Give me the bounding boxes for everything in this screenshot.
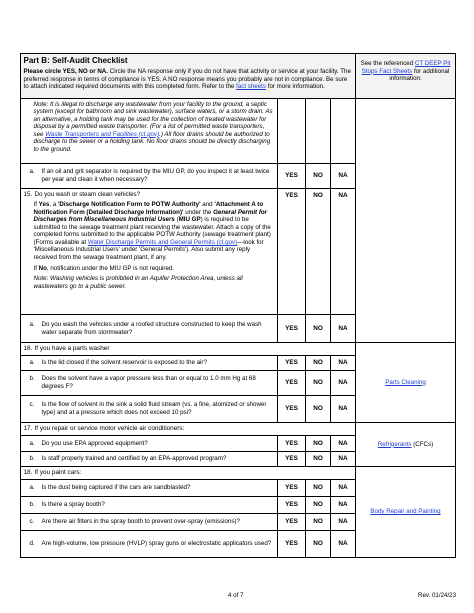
no-option[interactable]: NO	[306, 164, 331, 189]
question-row-18c: c. Are there air filters in the spray booth to prevent over-spray (emissions)? YES NO NA	[21, 514, 456, 531]
na-option[interactable]: NA	[331, 396, 356, 423]
yes-option[interactable]: YES	[278, 480, 306, 497]
yes-option[interactable]: YES	[278, 436, 306, 452]
instructions: Please circle YES, NO or NA. Circle the NA response only if you do not have that activity or service at your facility. The preferred response in terms of compliance is YES. A NO response means you probably are not in compliance. Be sure to attach indicated required documents with this completed form. Refer to the fact sheets for more information.	[23, 68, 351, 91]
no-option[interactable]: NO	[306, 531, 331, 558]
note-row	[21, 99, 456, 164]
question-row-16c: c. Is the flow of solvent in the sink a solid fluid stream (vs. a fine, atomized or shower type) and at a pressure which does not exceed 10 psi? YES NO NA	[21, 396, 456, 423]
no-option[interactable]: NO	[306, 315, 331, 343]
page-number: 4 of 7	[228, 592, 244, 599]
no-option[interactable]: NO	[306, 436, 331, 452]
yes-option[interactable]: YES	[278, 497, 306, 514]
reference-cell-body-repair	[356, 467, 456, 558]
q15-notification-text: If Yes, a 'Discharge Notification Form to POTW Authority' and 'Attachment A to Notification Form (Detailed Discharge Information)' under the General Permit for Discharges from Miscellaneous Industrial Users (MIU GP) is required to be submitted to the sewage treatment plant receiving the wastewater. Attach a copy of the completed forms submitted to the applicable POTW Authority (sewage treatment plant) (Forms available at Water Discharge Permits and General Permits (ct.gov)—look for 'Miscellaneous Industrial Users' under 'General Permits'). Also submit any reply received from the sewage treatment plant, if any.	[33, 201, 271, 261]
refrigerants-link[interactable]: Refrigerants	[377, 440, 412, 448]
question-row-15: 15. Do you wash or steam clean vehicles? If Yes, a 'Discharge Notification Form to POTW Authority' and 'Attachment A to Notification Form (Detailed Discharge Information)' under the General Permit for Discharges from Miscellaneous Industrial Users (MIU GP) is required to be submitted to the sewage treatment plant receiving the wastewater. Attach a copy of the completed forms submitted to the applicable POTW Authority (sewage treatment plant) (Forms available at Water Discharge Permits and General Permits (ct.gov)—look for 'Miscellaneous Industrial Users' under 'General Permits'). Also submit any reply received from the sewage treatment plant, if any. If No, notification under the MIU GP is not required. Note: Washing vehicles is prohibited in an Aquifer Protection Area, unless all wastewaters go to a public sewer. YES NO NA	[21, 189, 456, 315]
na-option[interactable]: NA	[331, 480, 356, 497]
fact-sheets-link[interactable]: fact sheets	[236, 83, 266, 91]
no-option[interactable]: NO	[306, 480, 331, 497]
question-row-18d: d. Are high-volume, low pressure (HVLP) spray guns or electrostatic applicators used? YES NO NA	[21, 531, 456, 558]
no-option[interactable]: NO	[306, 356, 331, 371]
yes-option[interactable]: YES	[278, 371, 306, 396]
header-cell	[21, 54, 356, 99]
na-option[interactable]: NA	[331, 436, 356, 452]
no-option[interactable]: NO	[306, 371, 331, 396]
water-discharge-permits-link[interactable]: Water Discharge Permits and General Permits (ct.gov)	[87, 238, 238, 246]
yes-option[interactable]: YES	[278, 315, 306, 343]
na-option[interactable]: NA	[331, 315, 356, 343]
no-option[interactable]: NO	[306, 497, 331, 514]
parts-cleaning-link[interactable]: Parts Cleaning	[385, 378, 426, 386]
yes-option[interactable]: YES	[278, 189, 306, 315]
yes-option[interactable]: YES	[278, 531, 306, 558]
no-option[interactable]: NO	[306, 514, 331, 531]
question-row-17b: b. Is staff properly trained and certified by an EPA-approved program? YES NO NA	[21, 452, 456, 467]
na-option[interactable]: NA	[331, 189, 356, 315]
waste-transporters-link[interactable]: Waste Transporters and Facilities (ct.gov)	[45, 130, 160, 138]
yes-option[interactable]: YES	[278, 356, 306, 371]
question-row-18a: a. Is the dust being captured if the cars are sandblasted? YES NO NA	[21, 480, 456, 497]
reference-cell-refrigerants: Refrigerants (CFCs)	[356, 423, 456, 467]
question-row-18b: b. Is there a spray booth? YES NO NA	[21, 497, 456, 514]
section-row-18: 18. If you paint cars: Body Repair and Painting	[21, 467, 456, 480]
question-row-17a: a. Do you use EPA approved equipment? YES NO NA	[21, 436, 456, 452]
floor-drain-note: Note: It is illegal to discharge any wastewater from your facility to the ground, a septic system (except for bathroom and sink wastewater), surface waters, or a storm drain. As an alternative, a holding tank may be used for the collection of treated wastewater for disposal by a permitted waste transporter. (For a list of permitted waste transporters, see Waste Transporters and Facilities (ct.gov).) All floor drains should be authorized to discharge to the sewer or a holding tank. No floor drains should be directly discharging to the ground.	[21, 99, 278, 164]
header-row	[21, 54, 456, 99]
question-row-15a: a. Do you wash the vehicles under a roofed structure constructed to keep the wash water separate from stormwater? YES NO NA	[21, 315, 456, 343]
section-row-17: 17. If you repair or service motor vehicle air conditioners: Refrigerants (CFCs)	[21, 423, 456, 436]
na-option[interactable]: NA	[331, 452, 356, 467]
yes-option[interactable]: YES	[278, 452, 306, 467]
section-row-16: 16. If you have a parts washer Parts Cleaning	[21, 343, 456, 356]
reference-cell-parts-cleaning	[356, 343, 456, 423]
revision-date: Rev. 01/24/23	[418, 592, 457, 599]
no-option[interactable]: NO	[306, 452, 331, 467]
body-repair-painting-link[interactable]: Body Repair and Painting	[370, 508, 441, 516]
na-option[interactable]: NA	[331, 356, 356, 371]
na-option[interactable]: NA	[331, 164, 356, 189]
reference-cell-empty	[356, 99, 456, 343]
section-title: Part B: Self-Audit Checklist	[23, 55, 128, 65]
na-option[interactable]: NA	[331, 531, 356, 558]
na-option[interactable]: NA	[331, 497, 356, 514]
self-audit-checklist-table	[20, 53, 456, 558]
question-row-14a: a. If an oil and grit separator is required by the MIU GP, do you inspect it at least twice per year and clean it when necessary? YES NO NA	[21, 164, 456, 189]
na-option[interactable]: NA	[331, 514, 356, 531]
yes-option[interactable]: YES	[278, 514, 306, 531]
question-row-16b: b. Does the solvent have a vapor pressure less than or equal to 1.0 mm Hg at 68 degrees F? YES NO NA	[21, 371, 456, 396]
yes-option[interactable]: YES	[278, 396, 306, 423]
question-row-16a: a. Is the lid closed if the solvent reservoir is exposed to the air? YES NO NA	[21, 356, 456, 371]
yes-option[interactable]: YES	[278, 164, 306, 189]
no-option[interactable]: NO	[306, 189, 331, 315]
reference-header-cell: See the referenced CT DEEP Pit Stops Fact Sheets for additional information:	[356, 54, 456, 99]
pit-stops-fact-sheets-link[interactable]: CT DEEP Pit Stops Fact Sheets	[361, 60, 451, 75]
na-option[interactable]: NA	[331, 371, 356, 396]
no-option[interactable]: NO	[306, 396, 331, 423]
